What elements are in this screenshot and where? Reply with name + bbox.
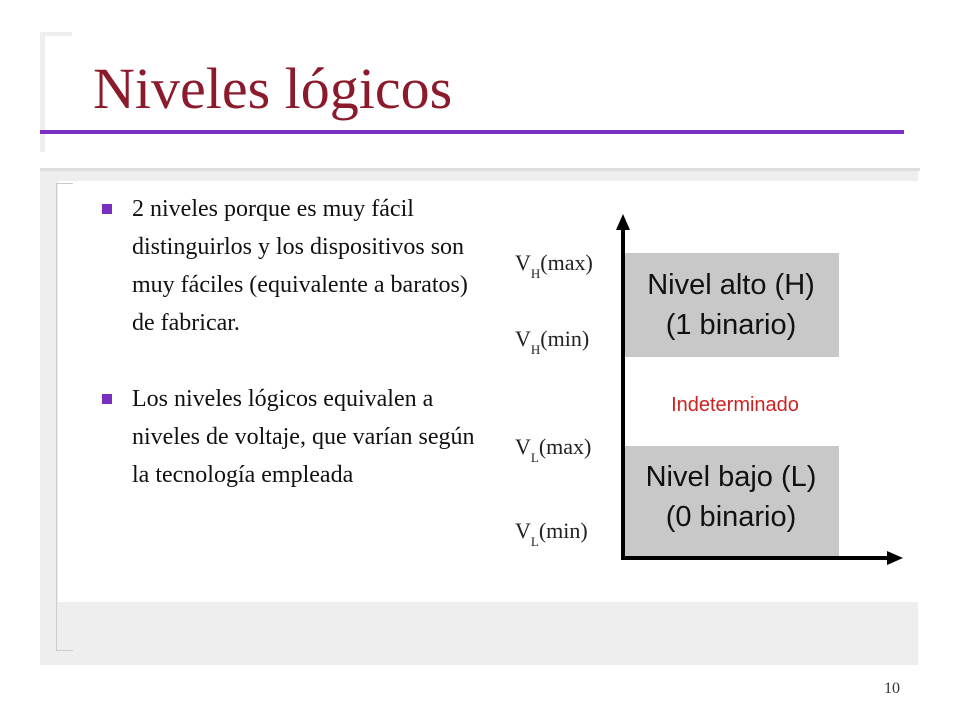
bullet-item bbox=[102, 190, 482, 342]
title-frame-inner bbox=[45, 36, 72, 152]
content-frame-bottom bbox=[40, 602, 918, 665]
vl-max-label: $V_L(\max)$ bbox=[515, 434, 592, 465]
content-frame-inner-line bbox=[56, 183, 73, 651]
square-bullet-icon bbox=[102, 394, 112, 404]
bullet-item bbox=[102, 380, 482, 494]
content-frame-bar bbox=[40, 171, 918, 181]
vh-min-label: $V_H(\min)$ bbox=[515, 326, 590, 357]
logic-levels-diagram bbox=[503, 208, 917, 602]
low-level-title: Nivel bajo (L) bbox=[645, 461, 817, 493]
slide-title: Niveles lógicos bbox=[93, 56, 453, 121]
bullet-text: 2 niveles porque es muy fácil distinguirlos y los dispositivos son muy fáciles (equivalente a baratos) de fabricar. bbox=[132, 196, 468, 336]
bullet-text: Los niveles lógicos equivalen a niveles de voltaje, que varían según la tecnología empleada bbox=[132, 386, 475, 488]
low-level-subtitle: (0 binario) bbox=[665, 501, 797, 533]
title-underline bbox=[40, 130, 904, 134]
high-level-title: Nivel alto (H) bbox=[647, 269, 815, 301]
vh-max-label: $V_H(\max)$ bbox=[515, 250, 593, 281]
high-level-subtitle: (1 binario) bbox=[665, 309, 797, 341]
slide-number: 10 bbox=[884, 680, 900, 697]
logic-levels-svg bbox=[503, 208, 917, 602]
square-bullet-icon bbox=[102, 204, 112, 214]
bullet-list bbox=[102, 190, 482, 494]
indeterminate-label: Indeterminado bbox=[671, 394, 799, 416]
vl-min-label: $V_L(\min)$ bbox=[515, 518, 588, 549]
